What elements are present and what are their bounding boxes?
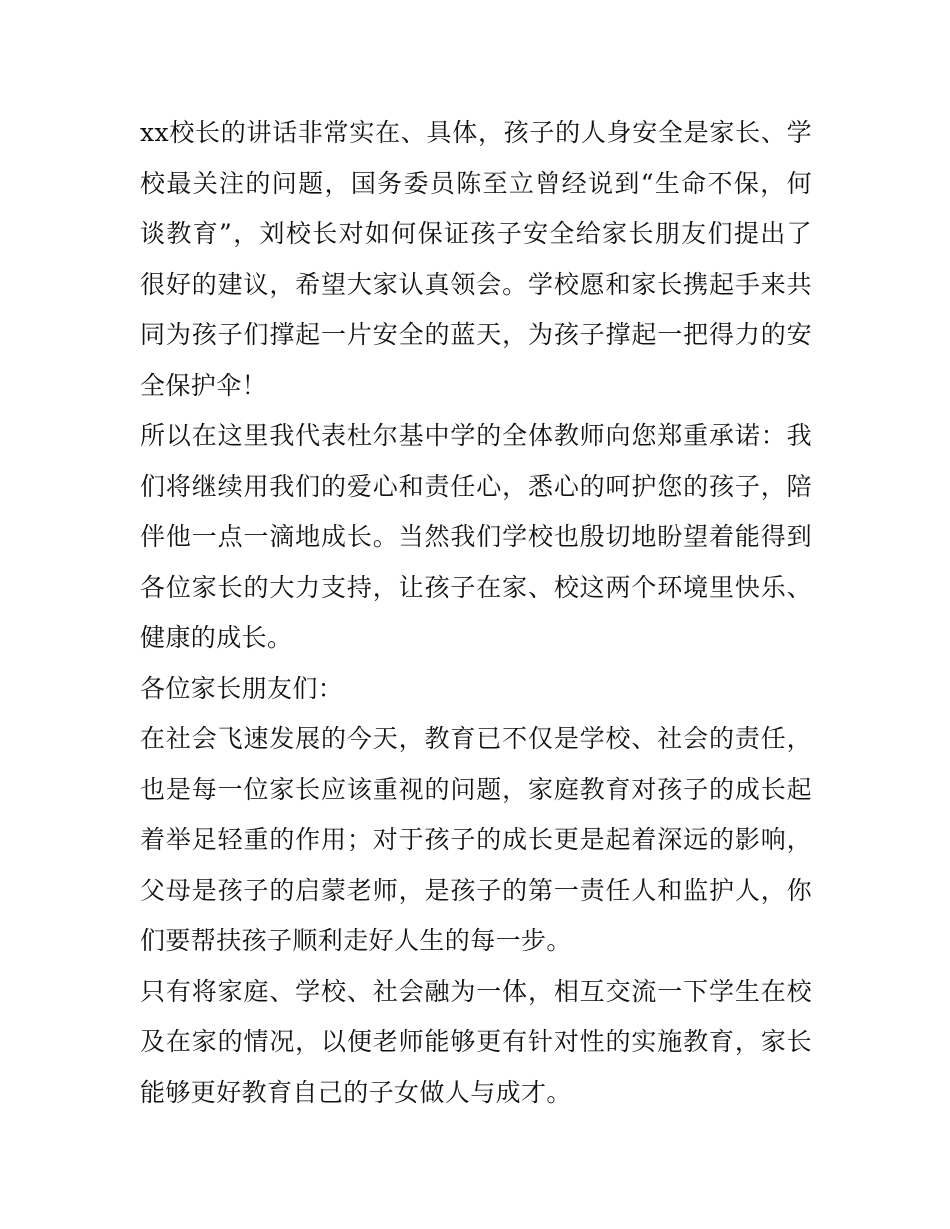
paragraph-principal-speech: xx校长的讲话非常实在、具体，孩子的人身安全是家长、学校最关注的问题，国务委员陈至立曾经说到“生命不保，何谈教育”，刘校长对如何保证孩子安全给家长朋友们提出了很好的建议，希望大家认真领会。学校愿和家长携起手来共同为孩子们撑起一片安全的蓝天，为孩子撑起一把得力的安全保护伞！ <box>140 118 812 400</box>
paragraph-family-education: 在社会飞速发展的今天，教育已不仅是学校、社会的责任，也是每一位家长应该重视的问题，家庭教育对孩子的成长起着举足轻重的作用；对于孩子的成长更是起着深远的影响，父母是孩子的启蒙老师，是孩子的第一责任人和监护人，你们要帮扶孩子顺利走好人生的每一步。 <box>140 724 812 955</box>
paragraph-home-school-cooperation: 只有将家庭、学校、社会融为一体，相互交流一下学生在校及在家的情况，以便老师能够更有针对性的实施教育，家长能够更好教育自己的子女做人与成才。 <box>140 976 812 1107</box>
paragraph-salutation: 各位家长朋友们： <box>140 673 344 703</box>
document-body <box>140 108 812 1118</box>
paragraph-teacher-promise: 所以在这里我代表杜尔基中学的全体教师向您郑重承诺：我们将继续用我们的爱心和责任心，悉心的呵护您的孩子，陪伴他一点一滴地成长。当然我们学校也殷切地盼望着能得到各位家长的大力支持，让孩子在家、校这两个环境里快乐、健康的成长。 <box>140 421 812 652</box>
